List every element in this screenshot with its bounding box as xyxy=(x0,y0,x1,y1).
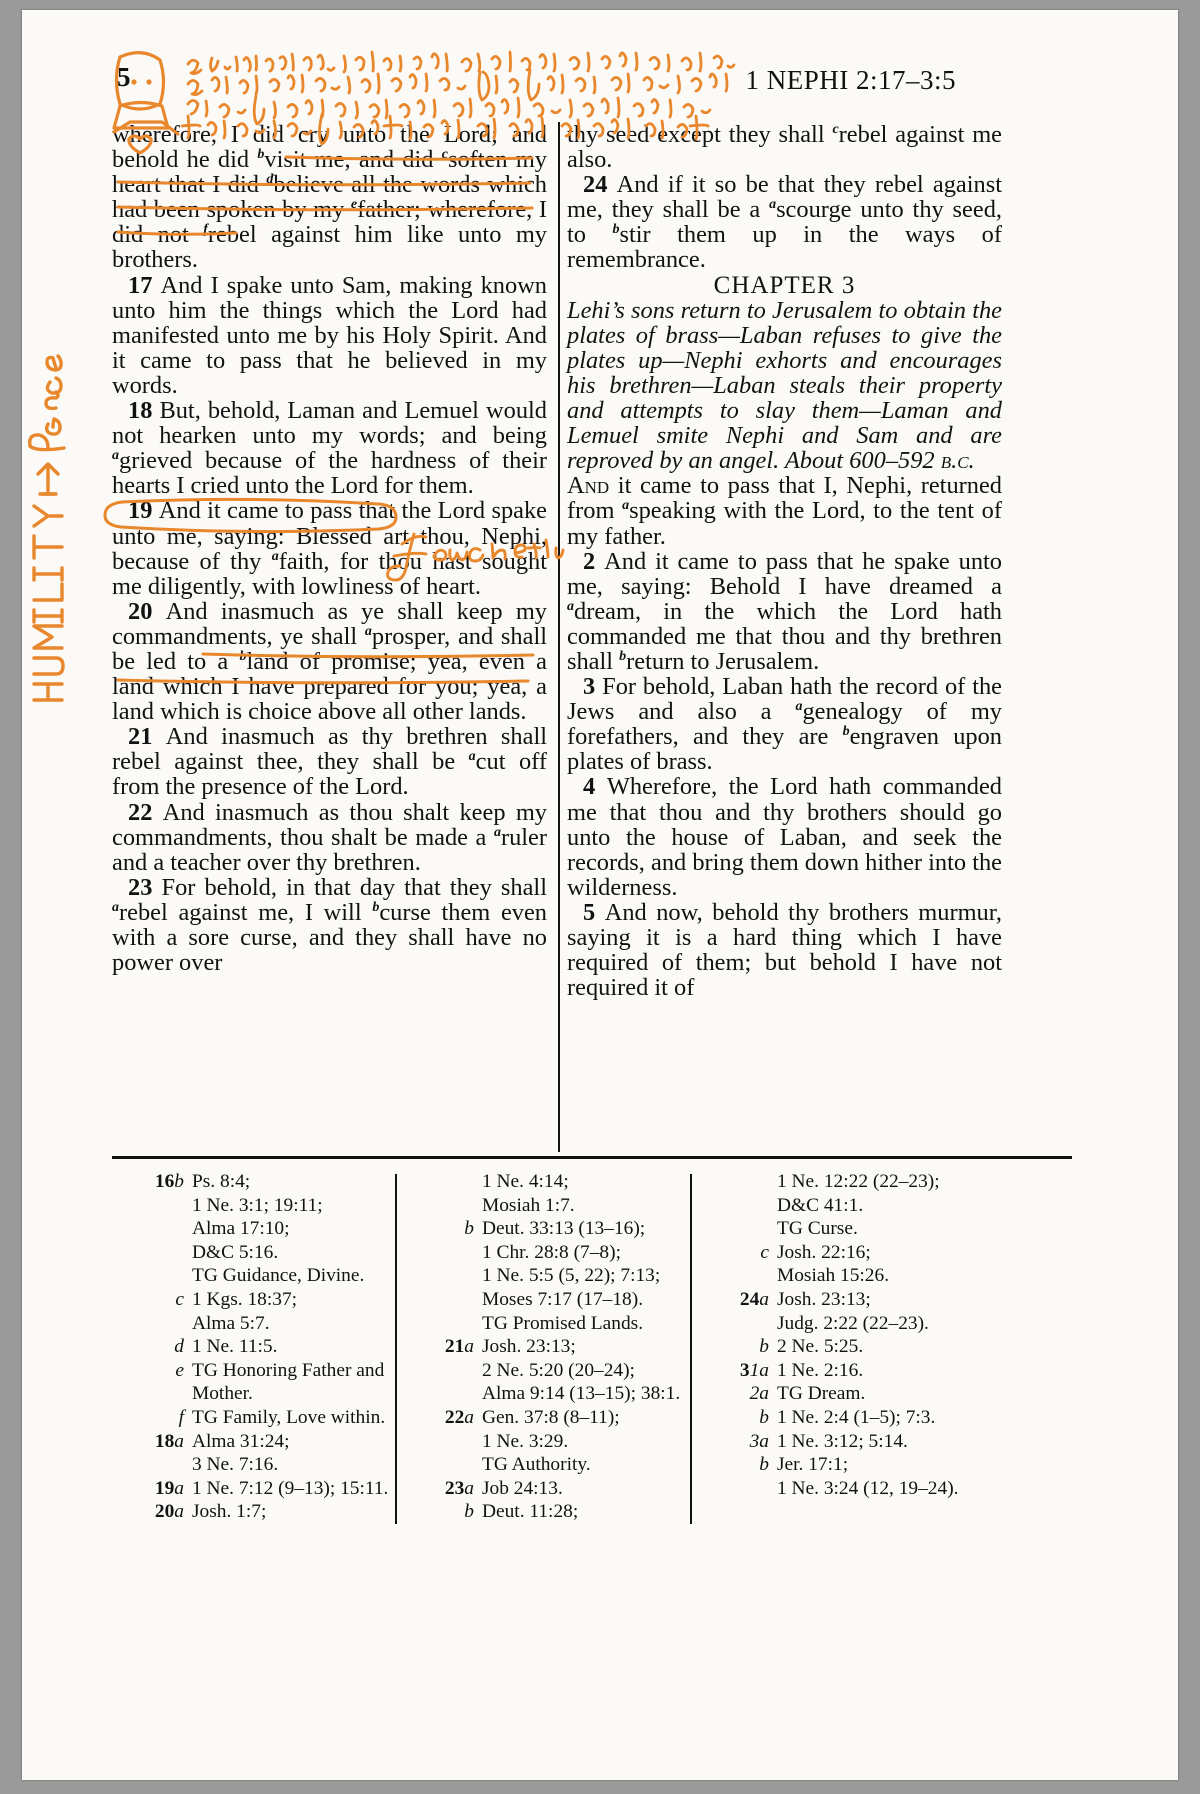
footnote-column-2 xyxy=(412,1170,694,1524)
footnote-letter[interactable]: b xyxy=(759,1454,769,1476)
verse-16-continuation xyxy=(112,122,547,273)
footnote-letter[interactable]: c xyxy=(175,1288,184,1310)
verse-5-text: And now, behold thy brothers murmur, saying it is a hard thing which I have required of them; but behold I have not required it of xyxy=(567,898,1002,1002)
footnote-entry xyxy=(412,1170,694,1194)
verse-number-23: 23 xyxy=(128,873,153,901)
footnote-verse-number: 21 xyxy=(444,1336,465,1358)
footnote-reference[interactable]: 1 Ne. 7:12 (9–13); 15:11. xyxy=(192,1477,389,1499)
verse-number-17: 17 xyxy=(128,271,153,299)
running-head: 1 NEPHI 2:17–3:5 xyxy=(745,65,956,95)
verse-21-t1: And inasmuch as thy brethren shall rebel against thee, they shall be xyxy=(112,723,547,776)
footnote-entry xyxy=(412,1500,694,1524)
footnote-entry xyxy=(707,1335,989,1359)
footnote-entry xyxy=(412,1264,694,1288)
verse-19 xyxy=(112,498,547,598)
footnote-entry xyxy=(412,1335,694,1359)
footnote-marker-d[interactable]: d xyxy=(266,172,274,188)
footnote-entry xyxy=(412,1241,694,1265)
footnote-reference[interactable]: Job 24:13. xyxy=(482,1477,563,1499)
chapter-summary-bc: b.c. xyxy=(940,447,975,475)
verse-19-t1: And it came to pass that the Lord spake unto me, saying: Blessed art thou, Nephi, because of thy xyxy=(112,497,547,575)
footnote-marker-a[interactable]: a xyxy=(468,749,476,765)
footnote-letter[interactable]: a xyxy=(174,1430,184,1452)
verse-17-text: And I spake unto Sam, making known unto him the things which the Lord had manifested unto me by his Holy Spirit. And it came to pass that he believed in my words. xyxy=(112,271,548,399)
footnote-marker-a[interactable]: a xyxy=(112,899,119,915)
verse-2 xyxy=(567,549,1002,674)
footnote-reference[interactable]: 2 Ne. 5:25. xyxy=(777,1336,864,1358)
footnote-entry xyxy=(122,1453,404,1477)
verse-24 xyxy=(567,172,1002,272)
footnote-marker-e[interactable]: e xyxy=(350,197,358,213)
footnote-key xyxy=(122,1430,192,1454)
footnote-reference[interactable]: Josh. 23:13; xyxy=(482,1336,576,1358)
footnote-entry xyxy=(412,1382,694,1406)
footnote-verse-number: 24 xyxy=(739,1288,760,1310)
footnote-entry xyxy=(707,1264,989,1288)
footnote-reference[interactable]: 1 Kgs. 18:37; xyxy=(192,1288,298,1310)
footnote-entry xyxy=(412,1217,694,1241)
footnote-entry xyxy=(122,1288,404,1312)
footnote-reference[interactable]: TG Guidance, Divine. xyxy=(192,1265,365,1287)
footnote-marker-b[interactable]: b xyxy=(619,648,627,664)
verse-2-t3: return to Jerusalem. xyxy=(626,647,820,675)
footnote-letter[interactable]: a xyxy=(174,1501,184,1523)
footnote-entry xyxy=(122,1241,404,1265)
verse-20 xyxy=(112,599,547,724)
footnote-reference[interactable]: Josh. 1:7; xyxy=(192,1501,267,1523)
footnote-reference[interactable]: Mother. xyxy=(192,1383,253,1405)
footnote-reference[interactable]: Mosiah 15:26. xyxy=(777,1265,890,1287)
footnote-entry xyxy=(122,1335,404,1359)
footnote-key xyxy=(122,1335,192,1359)
footnote-reference[interactable]: TG Dream. xyxy=(777,1383,866,1405)
footnote-entry xyxy=(122,1359,404,1383)
footnote-reference[interactable]: Alma 31:24; xyxy=(192,1430,290,1452)
left-text-column xyxy=(112,122,547,1152)
footnote-entry xyxy=(412,1194,694,1218)
verse-21 xyxy=(112,724,547,799)
footnote-marker-a[interactable]: a xyxy=(493,824,501,840)
footnote-reference[interactable]: Jer. 17:1; xyxy=(777,1454,849,1476)
verse-number-20: 20 xyxy=(128,597,153,625)
footnote-reference[interactable]: TG Family, Love within. xyxy=(192,1406,386,1428)
footnote-key xyxy=(707,1430,777,1454)
footnote-letter[interactable]: d xyxy=(174,1336,184,1358)
footnote-letter[interactable]: a xyxy=(174,1477,184,1499)
verse-number-4: 4 xyxy=(583,773,596,801)
verse-23 xyxy=(112,875,547,975)
footnote-reference[interactable]: Gen. 37:8 (8–11); xyxy=(482,1406,620,1428)
chapter-summary xyxy=(567,298,1002,474)
verse-5 xyxy=(567,900,1002,1000)
footnote-key xyxy=(707,1359,777,1383)
footnote-letter[interactable]: b xyxy=(174,1171,184,1192)
footnote-entry xyxy=(122,1382,404,1406)
footnote-verse-number: 20 xyxy=(154,1501,175,1523)
footnote-entry xyxy=(122,1264,404,1288)
verse-17 xyxy=(112,273,547,398)
footnote-entry xyxy=(707,1241,989,1265)
verse-number-19: 19 xyxy=(128,497,153,525)
v16-t3: soften my heart that I did xyxy=(112,146,547,199)
topical-guide-tag: TG xyxy=(482,1454,508,1476)
footnote-reference[interactable]: Judg. 2:22 (22–23). xyxy=(777,1312,929,1334)
footnote-reference[interactable]: 1 Ne. 4:14; xyxy=(482,1171,569,1192)
verse-1 xyxy=(567,473,1002,548)
footnote-letter[interactable]: c xyxy=(760,1241,769,1263)
footnote-verse-number: 16 xyxy=(154,1171,175,1192)
footnote-entry xyxy=(122,1477,404,1501)
scripture-page xyxy=(22,10,1178,1780)
footnote-reference[interactable]: 1 Ne. 5:5 (5, 22); 7:13; xyxy=(482,1265,661,1287)
footnote-reference[interactable]: Ps. 8:4; xyxy=(192,1171,251,1192)
footnote-reference[interactable]: 1 Ne. 2:4 (1–5); 7:3. xyxy=(777,1406,936,1428)
verse-24-t3: stir them up in the ways of remembrance. xyxy=(567,221,1002,274)
verse-18 xyxy=(112,398,547,498)
footnote-rule xyxy=(112,1156,1072,1159)
verse-3-t3: engraven upon plates of brass. xyxy=(567,723,1002,776)
verse-18-t2: grieved because of the hardness of their hearts I cried unto the Lord for them. xyxy=(112,447,547,500)
topical-guide-tag: TG xyxy=(777,1383,803,1405)
footnote-marker-a[interactable]: a xyxy=(271,548,279,564)
verse-22 xyxy=(112,800,547,875)
verse-23-t2: rebel against me, I will xyxy=(119,898,373,926)
footnote-reference[interactable]: 1 Ne. 12:22 (22–23); xyxy=(777,1171,940,1192)
footnote-marker-b[interactable]: b xyxy=(612,222,620,238)
verse-23-t3: curse them even with a sore curse, and they shall have no power over xyxy=(112,898,547,977)
verse-24-t1: And if it so be that they rebel against me, they shall be a xyxy=(567,171,1002,224)
verse-3 xyxy=(567,674,1002,774)
footnote-entry xyxy=(707,1312,989,1336)
footnote-letter[interactable]: 2a xyxy=(749,1383,769,1405)
footnote-entry xyxy=(412,1359,694,1383)
footnote-reference[interactable]: 2 Ne. 5:20 (20–24); xyxy=(482,1359,635,1381)
footnote-key xyxy=(707,1406,777,1430)
footnote-marker-b[interactable]: b xyxy=(239,648,247,664)
footnote-verse-number: 22 xyxy=(444,1406,465,1428)
footnote-key xyxy=(122,1500,192,1524)
footnote-key xyxy=(412,1477,482,1501)
footnote-marker-a[interactable]: a xyxy=(567,598,574,614)
footnote-key xyxy=(412,1335,482,1359)
v23-tail-t1: thy seed except they shall xyxy=(567,121,833,148)
verse-21-t2: cut off from the presence of the Lord. xyxy=(112,748,547,801)
footnote-reference[interactable]: TG Promised Lands. xyxy=(482,1312,644,1334)
footnote-marker-c[interactable]: c xyxy=(441,146,448,162)
v16-lead: wherefore, I did cry unto the Lord; and behold he did xyxy=(112,121,547,174)
verse-2-t2: dream, in the which the Lord hath commanded me that thou and thy brethren shall xyxy=(567,597,1002,675)
v23-tail-t2: rebel against me also. xyxy=(567,121,1002,174)
footnote-letter[interactable]: b xyxy=(759,1336,769,1358)
footnote-key xyxy=(707,1241,777,1265)
topical-guide-tag: TG xyxy=(482,1312,508,1334)
topical-guide-tag: TG xyxy=(777,1218,803,1240)
footnote-key xyxy=(707,1453,777,1477)
topical-guide-tag: TG xyxy=(192,1406,218,1428)
v16-t5: father; wherefore, I did not xyxy=(112,196,547,249)
footnote-reference[interactable]: 3 Ne. 7:16. xyxy=(192,1454,279,1476)
footnote-letter[interactable]: a xyxy=(464,1336,474,1358)
footnote-letter[interactable]: f xyxy=(178,1406,184,1428)
verse-23-t1: For behold, in that day that they shall xyxy=(161,873,547,901)
footnote-reference[interactable]: D&C 41:1. xyxy=(777,1194,864,1216)
verse-20-t3: land of promise; yea, even a land which I have prepared for you; yea, a land which is choice above all other lands. xyxy=(112,647,547,726)
margin-vertical-note xyxy=(30,356,64,700)
footnote-letter[interactable]: b xyxy=(464,1218,474,1240)
footnote-key xyxy=(122,1359,192,1383)
v16-t6: rebel against him like unto my brothers. xyxy=(112,221,548,274)
verse-24-t2: scourge unto thy seed, to xyxy=(567,196,1002,249)
footnote-key xyxy=(412,1500,482,1524)
footnote-marker-c[interactable]: c xyxy=(832,121,839,137)
footnote-entry xyxy=(122,1500,404,1524)
footnote-reference[interactable]: 1 Ne. 3:1; 19:11; xyxy=(192,1194,323,1216)
chapter-summary-text: Lehi’s sons return to Jerusalem to obtain the plates of brass—Laban refuses to give the plates up—Nephi exhorts and encourages his brethren—Laban steals their property and attempts to slay them—Laman and Lemuel smite Nephi and Sam and are reproved by an angel. About 600–592 xyxy=(567,296,1002,475)
footnote-key xyxy=(122,1288,192,1312)
verse-22-t1: And inasmuch as thou shalt keep my commandments, thou shalt be made a xyxy=(112,798,547,851)
footnote-entry xyxy=(412,1312,694,1336)
footnote-reference[interactable]: Mosiah 1:7. xyxy=(482,1194,575,1216)
v16-t2: visit me, and did xyxy=(264,146,442,174)
footnote-marker-b[interactable]: b xyxy=(842,724,850,740)
footnote-entry xyxy=(707,1477,989,1501)
verse-22-t2: ruler and a teacher over thy brethren. xyxy=(112,823,547,876)
verse-3-t2: genealogy of my forefathers, and they are xyxy=(567,698,1002,751)
footnote-entry xyxy=(707,1430,989,1454)
footnote-reference[interactable]: Moses 7:17 (17–18). xyxy=(482,1288,644,1310)
footnote-reference[interactable]: 1 Ne. 2:16. xyxy=(777,1359,864,1381)
footnote-reference[interactable]: Josh. 22:16; xyxy=(777,1241,871,1263)
page-number: 5 xyxy=(117,62,131,92)
verse-number-21: 21 xyxy=(128,723,153,751)
verse-4 xyxy=(567,774,1002,899)
verse-number-22: 22 xyxy=(128,798,153,826)
verse-number-2: 2 xyxy=(583,547,596,575)
footnote-marker-f[interactable]: f xyxy=(203,222,208,238)
footnote-verse-number: 18 xyxy=(154,1430,175,1452)
footnote-area xyxy=(112,1170,1097,1550)
chapter-heading: CHAPTER 3 xyxy=(713,271,856,299)
footnote-entry xyxy=(412,1288,694,1312)
footnote-entry xyxy=(707,1194,989,1218)
footnote-verse-number: 19 xyxy=(154,1477,175,1499)
footnote-entry xyxy=(122,1170,404,1194)
verse-number-3: 3 xyxy=(583,673,596,701)
footnote-marker-a[interactable]: a xyxy=(622,498,630,514)
verse-1-lead: And xyxy=(567,472,610,500)
footnote-reference[interactable]: Alma 5:7. xyxy=(192,1312,270,1334)
footnote-reference[interactable]: 1 Ne. 11:5. xyxy=(192,1336,278,1358)
topical-guide-tag: TG xyxy=(192,1359,218,1381)
verse-1-t1: it came to pass that I, Nephi, returned from xyxy=(567,472,1002,525)
footnote-reference[interactable]: TG Honoring Father and xyxy=(192,1359,385,1381)
footnote-key xyxy=(412,1406,482,1430)
footnote-key xyxy=(122,1406,192,1430)
footnote-reference[interactable]: 1 Ne. 3:12; 5:14. xyxy=(777,1430,908,1452)
footnote-letter[interactable]: a xyxy=(759,1288,769,1310)
verse-number-18: 18 xyxy=(128,397,153,425)
footnote-entry xyxy=(412,1477,694,1501)
footnote-key xyxy=(707,1382,777,1406)
footnote-marker-a[interactable]: a xyxy=(795,699,803,715)
footnote-letter[interactable]: b xyxy=(464,1501,474,1523)
footnote-marker-b[interactable]: b xyxy=(372,899,380,915)
footnote-reference[interactable]: D&C 5:16. xyxy=(192,1241,279,1263)
verse-4-text: Wherefore, the Lord hath commanded me that thou and thy brothers should go unto the house of Laban, and seek the records, and bring them down hither into the wilderness. xyxy=(567,773,1002,901)
verse-number-5: 5 xyxy=(583,898,596,926)
footnote-key xyxy=(412,1217,482,1241)
footnote-entry xyxy=(412,1453,694,1477)
footnote-entry xyxy=(412,1430,694,1454)
footnote-verse-number: 3 xyxy=(739,1359,750,1381)
verse-23-continuation xyxy=(567,122,1002,172)
verse-20-t1: And inasmuch as ye shall keep my commandments, ye shall xyxy=(112,597,547,650)
verse-20-t2: prosper, and shall be led to a xyxy=(112,622,547,675)
footnote-reference[interactable]: Josh. 23:13; xyxy=(777,1288,871,1310)
footnote-entry xyxy=(412,1406,694,1430)
footnote-entry xyxy=(122,1312,404,1336)
footnote-reference[interactable]: TG Curse. xyxy=(777,1218,858,1240)
column-divider xyxy=(558,122,560,1152)
footnote-key xyxy=(707,1288,777,1312)
verse-18-t1: But, behold, Laman and Lemuel would not hearken unto my words; and being xyxy=(112,397,547,450)
footnote-reference[interactable]: 1 Ne. 3:29. xyxy=(482,1430,569,1452)
verse-number-24: 24 xyxy=(583,171,608,199)
footnote-key xyxy=(122,1170,192,1194)
footnote-marker-a[interactable]: a xyxy=(364,623,372,639)
verse-2-t1: And it came to pass that he spake unto me, saying: Behold I have dreamed a xyxy=(567,547,1002,600)
footnote-letter[interactable]: 3a xyxy=(749,1430,769,1452)
text-columns xyxy=(112,122,1072,1152)
footnote-reference[interactable]: 1 Chr. 28:8 (7–8); xyxy=(482,1241,621,1263)
footnote-letter[interactable]: 1a xyxy=(749,1359,769,1381)
footnote-entry xyxy=(122,1194,404,1218)
footnote-key xyxy=(707,1335,777,1359)
footnote-reference[interactable]: TG Authority. xyxy=(482,1454,591,1476)
footnote-entry xyxy=(122,1217,404,1241)
verse-3-t1: For behold, Laban hath the record of the Jews and also a xyxy=(567,673,1002,726)
footnote-entry xyxy=(707,1170,989,1194)
footnote-letter[interactable]: a xyxy=(464,1477,474,1499)
footnote-letter[interactable]: e xyxy=(175,1359,184,1381)
footnote-reference[interactable]: Deut. 11:28; xyxy=(482,1501,579,1523)
footnote-entry xyxy=(122,1406,404,1430)
footnote-entry xyxy=(707,1406,989,1430)
footnote-marker-b[interactable]: b xyxy=(257,146,265,162)
right-text-column xyxy=(567,122,1002,1152)
footnote-entry xyxy=(122,1430,404,1454)
footnote-marker-a[interactable]: a xyxy=(112,448,119,464)
footnote-reference[interactable]: Alma 9:14 (13–15); 38:1. xyxy=(482,1383,681,1405)
footnote-marker-a[interactable]: a xyxy=(769,197,777,213)
topical-guide-tag: TG xyxy=(192,1265,218,1287)
footnote-reference[interactable]: Alma 17:10; xyxy=(192,1218,290,1240)
verse-19-t2: faith, for thou hast sought me diligently, with lowliness of heart. xyxy=(112,547,548,600)
footnote-entry xyxy=(707,1217,989,1241)
footnote-entry xyxy=(707,1288,989,1312)
footnote-verse-number: 23 xyxy=(444,1477,465,1499)
footnote-entry xyxy=(707,1359,989,1383)
footnote-entry xyxy=(707,1382,989,1406)
footnote-reference[interactable]: Deut. 33:13 (13–16); xyxy=(482,1218,646,1240)
footnote-column-1 xyxy=(122,1170,404,1524)
footnote-letter[interactable]: a xyxy=(464,1406,474,1428)
verse-1-t2: speaking with the Lord, to the tent of my father. xyxy=(567,497,1002,550)
footnote-reference[interactable]: 1 Ne. 3:24 (12, 19–24). xyxy=(777,1477,959,1499)
footnote-column-3 xyxy=(707,1170,989,1500)
footnote-key xyxy=(122,1477,192,1501)
v16-t4: believe all the words which had been spoken by my xyxy=(112,171,547,224)
footnote-entry xyxy=(707,1453,989,1477)
footnote-letter[interactable]: b xyxy=(759,1406,769,1428)
